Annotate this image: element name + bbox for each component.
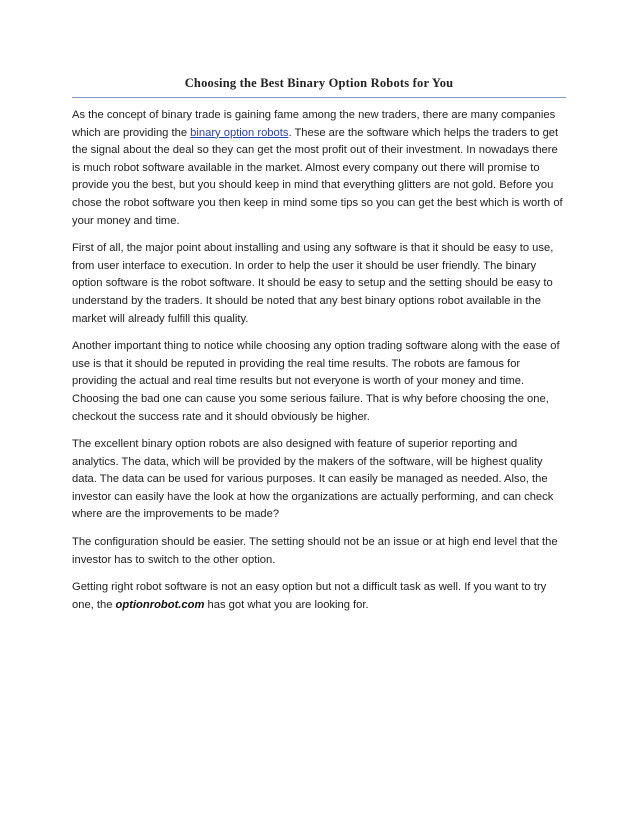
paragraph-intro-text-end: . These are the software which helps the traders to get the signal about the deal so they can get the most profit out of their investment. In nowadays there is much robot software available in the market. Almost every company out there will promise to provide you the best, but you should keep in mind that everything glitters are not gold. Before you chose the robot software you then keep in mind some tips so you can get the best which is worth of your money and time. [72,126,563,227]
paragraph-ease-of-use: First of all, the major point about installing and using any software is that it should be easy to use, from user interface to execution. In order to help the user it should be user friendly. The binary option software is the robot software. It should be easy to setup and the setting should be easy to understand by the traders. It should be noted that any best binary options robot available in the market will already fulfill this quality. [72,242,554,325]
paragraph-conclusion [72,579,566,614]
paragraph-conclusion-text-end: has got what you are looking for. [204,598,369,611]
paragraph-intro [72,107,566,230]
paragraph-intro-text-start: As the concept of binary trade is gaining fame among the new traders, there are many companies which are providing the [72,109,556,139]
paragraph-configuration: The configuration should be easier. The setting should not be an issue or at high end level that the investor has to switch to the other option. [72,536,558,566]
optionrobot-site-link[interactable]: optionrobot.com [115,598,205,611]
paragraph-real-time-results: Another important thing to notice while choosing any option trading software along with the ease of use is that it should be reputed in providing the real time results. The robots are famous for providing the actual and real time results but not everyone is worth of your money and time. Choosing the bad one can cause you some serious failure. That is why before choosing the one, checkout the success rate and it should obviously be higher. [72,340,560,423]
paragraph-reporting-analytics: The excellent binary option robots are also designed with feature of superior reporting and analytics. The data, which will be provided by the makers of the software, will be highest quality data. The data can be used for various purposes. It can easily be managed as needed. Also, the investor can easily have the look at how the organizations are actually performing, and can check where are the improvements to be made? [72,438,554,521]
page-title: Choosing the Best Binary Option Robots for You [184,76,454,90]
binary-option-robots-link[interactable]: binary option robots [190,126,289,139]
title-divider [72,97,566,98]
paragraph-conclusion-text-start: Getting right robot software is not an easy option but not a difficult task as well. If you want to try one, the [72,581,547,611]
